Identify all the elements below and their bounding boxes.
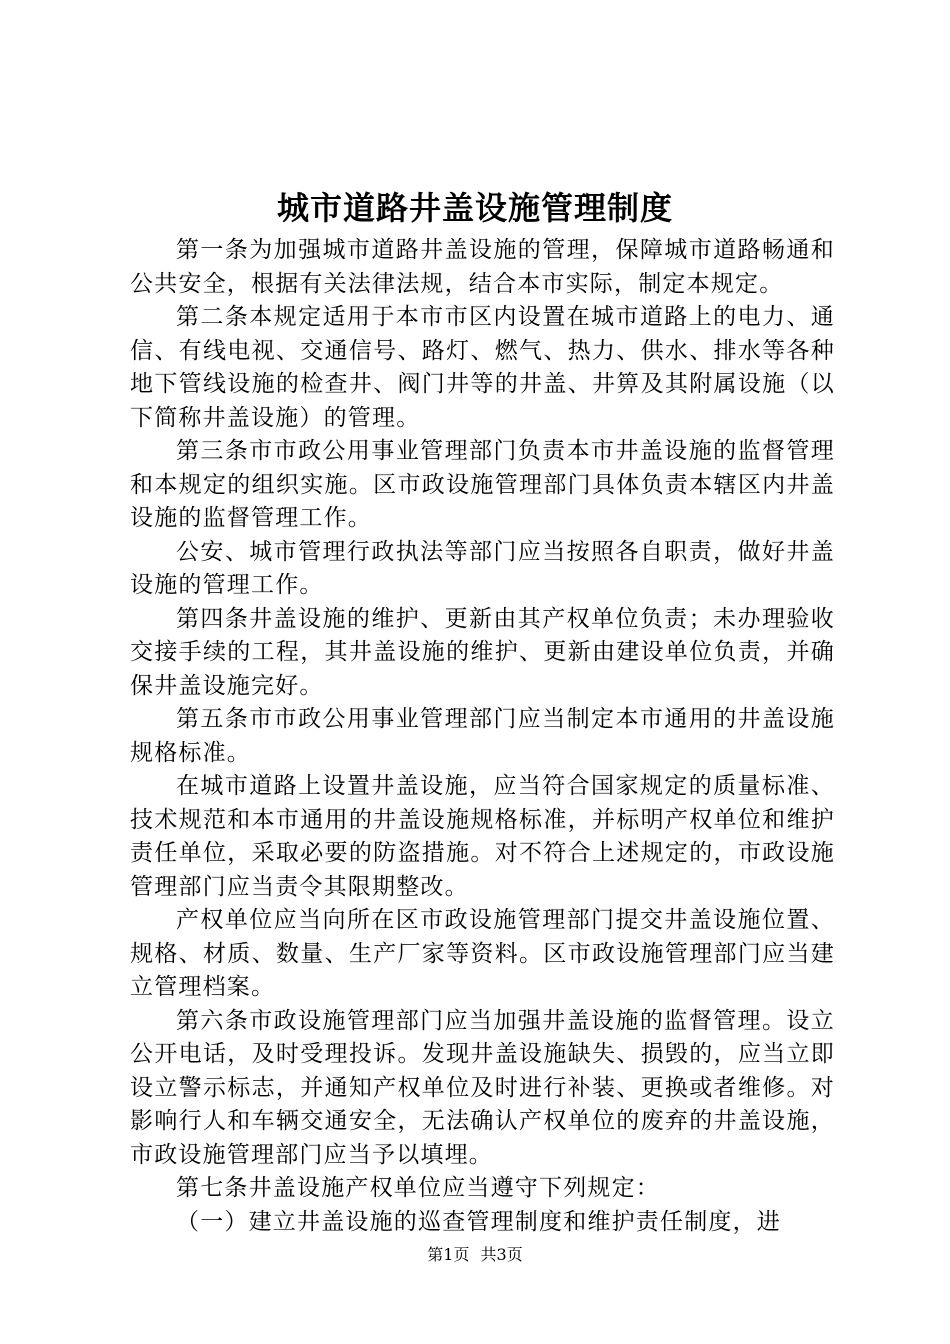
paragraph-article-1: 第一条为加强城市道路井盖设施的管理，保障城市道路畅通和公共安全，根据有关法律法规，结合本市实际，制定本规定。: [130, 237, 835, 297]
paragraph-article-6: 第六条市政设施管理部门应当加强井盖设施的监督管理。设立公开电话，及时受理投诉。发现井盖设施缺失、损毁的，应当立即设立警示标志，并通知产权单位及时进行补装、更换或者维修。对影响行人和车辆交通安全，无法确认产权单位的废弃的井盖设施，市政设施管理部门应当予以填埋。: [130, 1007, 835, 1168]
page-footer: [0, 1244, 950, 1266]
paragraph-article-5-records: 产权单位应当向所在区市政设施管理部门提交井盖设施位置、规格、材质、数量、生产厂家等资料。区市政设施管理部门应当建立管理档案。: [130, 907, 835, 1000]
document-body: [130, 234, 835, 1239]
paragraph-article-3: 第三条市市政公用事业管理部门负责本市井盖设施的监督管理和本规定的组织实施。区市政设施管理部门具体负责本辖区内井盖设施的监督管理工作。: [130, 438, 835, 531]
paragraph-article-2: 第二条本规定适用于本市市区内设置在城市道路上的电力、通信、有线电视、交通信号、路灯、燃气、热力、供水、排水等各种地下管线设施的检查井、阀门井等的井盖、井箅及其附属设施（以下简称井盖设施）的管理。: [130, 304, 835, 431]
paragraph-article-3-cont: 公安、城市管理行政执法等部门应当按照各自职责，做好井盖设施的管理工作。: [130, 538, 835, 598]
paragraph-article-7-item-1: （一）建立井盖设施的巡查管理制度和维护责任制度，进: [176, 1208, 781, 1235]
paragraph-article-5-cont: 在城市道路上设置井盖设施，应当符合国家规定的质量标准、技术规范和本市通用的井盖设施规格标准，并标明产权单位和维护责任单位，采取必要的防盗措施。对不符合上述规定的，市政设施管理部门应当责令其限期整改。: [130, 773, 835, 900]
paragraph-article-7: 第七条井盖设施产权单位应当遵守下列规定：: [176, 1175, 660, 1201]
paragraph-article-5: 第五条市市政公用事业管理部门应当制定本市通用的井盖设施规格标准。: [130, 706, 835, 766]
page-total: 共3页: [480, 1245, 523, 1264]
paragraph-article-4: 第四条井盖设施的维护、更新由其产权单位负责；未办理验收交接手续的工程，其井盖设施的维护、更新由建设单位负责，并确保井盖设施完好。: [130, 605, 835, 699]
page-number: 第1页: [427, 1245, 470, 1264]
document-title: 城市道路井盖设施管理制度: [276, 189, 673, 227]
